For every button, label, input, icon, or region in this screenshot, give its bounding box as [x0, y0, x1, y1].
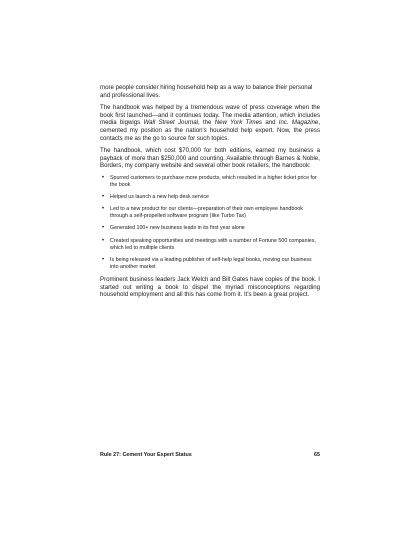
- bullet-icon: •: [102, 256, 105, 263]
- bullet-item: [100, 175, 320, 189]
- press-nyt: New York Times: [214, 119, 263, 127]
- press-inc: Inc. Magazine: [278, 119, 319, 127]
- page-number: 65: [314, 452, 320, 458]
- paragraph-press-coverage: [100, 104, 320, 142]
- bullet-icon: •: [102, 174, 105, 181]
- press-text-1: The handbook was helped by a tremendous wave of press coverage when the book first launched—and it continues today. The media attention, which includes media bigwigs: [100, 104, 320, 127]
- bullet-text: Generated 100+ new business leads in its first year alone: [110, 225, 245, 232]
- bullet-item: [100, 225, 320, 232]
- bullet-item: [100, 194, 320, 201]
- press-text-3: and: [262, 119, 279, 127]
- paragraph-intro-tail: more people consider hiring household help as a way to balance their personal and professional lives.: [100, 84, 313, 99]
- bullet-text: Is being released via a leading publisher of self-help legal books, moving our business into another market: [110, 256, 312, 270]
- bullet-icon: •: [102, 206, 105, 213]
- paragraph-payback: The handbook, which cost $70,000 for both editions, earned my business a payback of more than $250,000 and counting. Available through Barnes & Noble, Borders, my company website and several other book retailers, the handbook:: [100, 147, 320, 170]
- page-body: [100, 84, 320, 304]
- page-footer: [100, 452, 320, 458]
- bullet-text: Created speaking opportunities and meetings with a number of Fortune 500 companies, which led to multiple clients: [110, 237, 316, 251]
- bullet-text: Led to a new product for our clients—preparation of their own employee handbook through a self-propelled software program (like Turbo Tax): [110, 206, 303, 220]
- paragraph-closing: Prominent business leaders Jack Welch and Bill Gates have copies of the book. I started out writing a book to dispel the myriad misconceptions regarding household employment and all this has come from it. It's been a great project.: [100, 275, 320, 299]
- bullet-text: Spurred customers to purchase more products, which resulted in a higher ticket price for the book: [110, 174, 317, 188]
- bullet-item: [100, 257, 320, 271]
- bullet-text: Helped us launch a new help desk service: [110, 194, 209, 201]
- results-bullet-list: [100, 175, 320, 270]
- press-wsj: Wall Street Journal: [143, 119, 198, 127]
- bullet-item: [100, 206, 320, 220]
- bullet-item: [100, 238, 320, 252]
- bullet-icon: •: [102, 237, 105, 244]
- bullet-icon: •: [102, 225, 105, 232]
- press-text-4: , cemented my position as the nation's household help expert. Now, the press contacts me as the go to source for such topics.: [100, 119, 321, 142]
- running-footer-chapter: Rule 27: Cement Your Expert Status: [100, 452, 192, 458]
- bullet-icon: •: [102, 194, 105, 201]
- press-text-2: , the: [198, 119, 215, 127]
